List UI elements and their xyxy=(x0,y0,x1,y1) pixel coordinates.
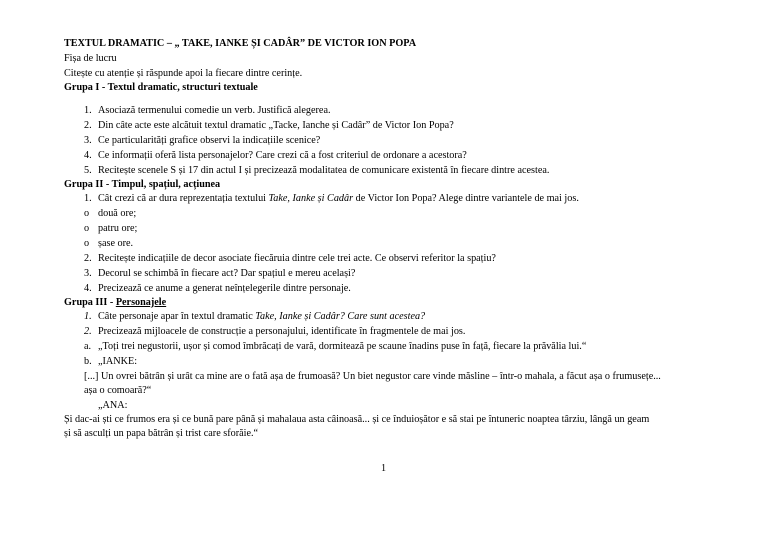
item-text: Cât crezi că ar dura reprezentația textului xyxy=(98,193,269,204)
option-item: șase ore. xyxy=(98,238,134,249)
list-item: Decorul se schimbă în fiecare act? Dar spațiul e mereu același? xyxy=(98,268,356,279)
group-3-heading-title: Personajele xyxy=(115,297,167,308)
play-title: Take, Ianke și Cadâr xyxy=(268,193,354,204)
fragment-b-line: așa o comoară?“ xyxy=(84,385,152,396)
list-item-number: 2. xyxy=(84,253,92,264)
list-item xyxy=(98,311,425,323)
list-item: Precizează ce anume a generat neînțelegerile dintre personaje. xyxy=(98,283,351,294)
list-item-number: 5. xyxy=(84,165,92,176)
worksheet-subtitle: Fișa de lucru xyxy=(64,53,117,64)
list-item: Precizează mijloacele de construcție a personajului, identificate în fragmentele de mai jos. xyxy=(98,326,466,337)
group-3-heading xyxy=(64,297,166,309)
list-item-number: 1. xyxy=(84,193,92,204)
option-item: patru ore; xyxy=(98,223,138,234)
item-text: Câte personaje apar în textul dramatic xyxy=(98,311,256,322)
list-item-number: 2. xyxy=(84,326,92,337)
fragment-b-line: [...] Un ovrei bătrân și urât ca mine are o fată așa de frumoasă? Un biet negustor care vinde măsline – într-o mahala, a făcut așa o frumusețe... xyxy=(84,371,661,382)
list-item-number: 1. xyxy=(84,311,92,322)
document-title: TEXTUL DRAMATIC – „ TAKE, IANKE ȘI CADÂR” DE VICTOR ION POPA xyxy=(64,38,417,49)
option-bullet: o xyxy=(84,208,90,219)
list-item: Asociază termenului comedie un verb. Justifică alegerea. xyxy=(98,105,331,116)
group-1-heading: Grupa I - Textul dramatic, structuri textuale xyxy=(64,82,258,93)
fragment-ana-line: Și dac-ai ști ce frumos era și ce bună pare până și mahalaua asta câinoasă... și ce înduioșător e să stai pe întuneric noaptea târziu, lângă un geam xyxy=(64,414,650,425)
sub-item-label: a. xyxy=(84,341,92,352)
list-item-number: 4. xyxy=(84,150,92,161)
instruction-text: Citește cu atenție și răspunde apoi la fiecare dintre cerințe. xyxy=(64,68,303,79)
option-item: două ore; xyxy=(98,208,137,219)
page-number: 1 xyxy=(381,463,387,474)
list-item-number: 4. xyxy=(84,283,92,294)
list-item-number: 3. xyxy=(84,268,92,279)
fragment-ana-speaker: „ANA: xyxy=(98,400,128,411)
list-item: Din câte acte este alcătuit textul dramatic „Tacke, Ianche și Cadâr” de Victor Ion Popa? xyxy=(98,120,454,131)
group-3-heading-prefix: Grupa III - xyxy=(64,297,116,308)
item-text: de Victor Ion Popa? Alege dintre variantele de mai jos. xyxy=(353,193,579,204)
sub-item-label: b. xyxy=(84,356,92,367)
list-item-number: 1. xyxy=(84,105,92,116)
list-item-number: 2. xyxy=(84,120,92,131)
option-bullet: o xyxy=(84,223,90,234)
fragment-ana-line: și să asculți un papa bătrân și trist care sforăie.“ xyxy=(64,428,259,439)
list-item: Recitește indicațiile de decor asociate fiecăruia dintre cele trei acte. Ce observi referitor la spațiu? xyxy=(98,253,496,264)
fragment-a: „Toți trei negustorii, ușor și comod îmbrăcați de vară, dormitează pe scaune înadins puse în față, fiecare la prăvălia lui.“ xyxy=(98,341,587,352)
group-2-heading: Grupa II - Timpul, spațiul, acțiunea xyxy=(64,179,221,190)
option-bullet: o xyxy=(84,238,90,249)
play-title: Take, Ianke și Cadâr? Care sunt acestea? xyxy=(255,311,426,322)
list-item xyxy=(98,193,579,205)
list-item: Ce particularități grafice observi la indicațiile scenice? xyxy=(98,135,321,146)
list-item: Recitește scenele S și 17 din actul I și precizează modalitatea de comunicare existentă în fiecare dintre acestea. xyxy=(98,165,550,176)
list-item-number: 3. xyxy=(84,135,92,146)
fragment-b-speaker: „IANKE: xyxy=(98,356,138,367)
list-item: Ce informații oferă lista personajelor? Care crezi că a fost criteriul de ordonare a acestora? xyxy=(98,150,467,161)
